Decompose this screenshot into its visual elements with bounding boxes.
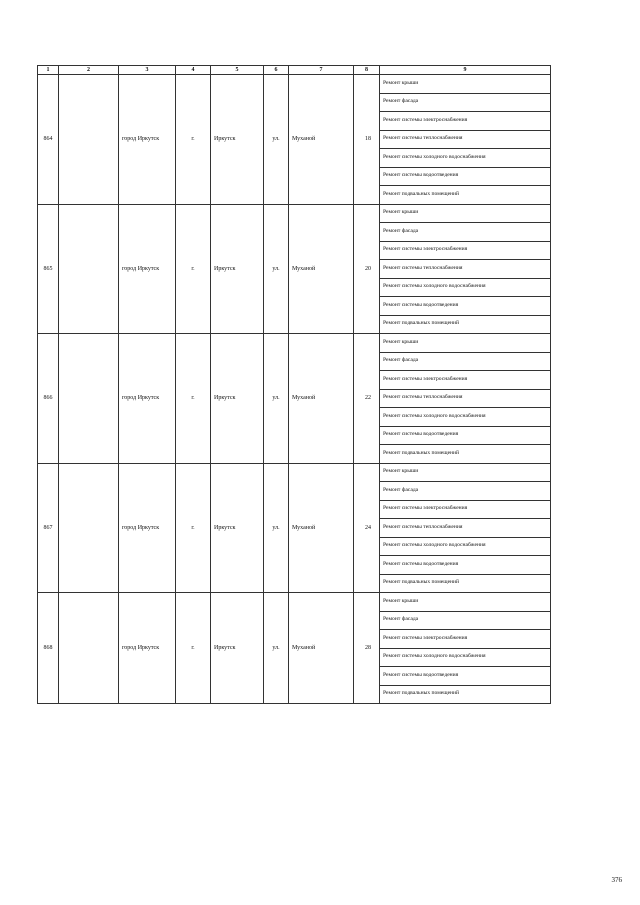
cell-settlement: город Иркутск bbox=[119, 334, 176, 464]
cell-work-type: Ремонт системы водоотведения bbox=[380, 167, 551, 186]
cell-house-number: 28 bbox=[354, 593, 380, 704]
cell-work-type: Ремонт подвальных помещений bbox=[380, 445, 551, 464]
cell-work-type: Ремонт системы холодного водоснабжения bbox=[380, 278, 551, 297]
cell-city-type: г. bbox=[176, 75, 211, 205]
cell-number: 865 bbox=[38, 204, 59, 334]
cell-street: Муханой bbox=[289, 593, 354, 704]
repair-register-table bbox=[37, 65, 551, 704]
cell-empty bbox=[59, 75, 119, 205]
header-col-4: 4 bbox=[176, 66, 211, 75]
cell-work-type: Ремонт системы холодного водоснабжения bbox=[380, 149, 551, 168]
cell-work-type: Ремонт системы холодного водоснабжения bbox=[380, 648, 551, 667]
cell-number: 868 bbox=[38, 593, 59, 704]
cell-street-type: ул. bbox=[264, 593, 289, 704]
cell-work-type: Ремонт системы электроснабжения bbox=[380, 630, 551, 649]
header-col-3: 3 bbox=[119, 66, 176, 75]
cell-city: Иркутск bbox=[211, 75, 264, 205]
cell-city: Иркутск bbox=[211, 463, 264, 593]
cell-empty bbox=[59, 593, 119, 704]
cell-work-type: Ремонт системы электроснабжения bbox=[380, 112, 551, 131]
cell-work-type: Ремонт крыши bbox=[380, 204, 551, 223]
cell-street-type: ул. bbox=[264, 75, 289, 205]
cell-street-type: ул. bbox=[264, 204, 289, 334]
cell-work-type: Ремонт системы водоотведения bbox=[380, 556, 551, 575]
table-row bbox=[38, 204, 551, 223]
cell-work-type: Ремонт системы холодного водоснабжения bbox=[380, 537, 551, 556]
page-number: 376 bbox=[611, 876, 622, 884]
header-col-8: 8 bbox=[354, 66, 380, 75]
table-row bbox=[38, 593, 551, 612]
cell-work-type: Ремонт фасада bbox=[380, 482, 551, 501]
cell-city-type: г. bbox=[176, 593, 211, 704]
cell-work-type: Ремонт крыши bbox=[380, 463, 551, 482]
cell-work-type: Ремонт системы электроснабжения bbox=[380, 241, 551, 260]
cell-work-type: Ремонт системы электроснабжения bbox=[380, 371, 551, 390]
cell-settlement: город Иркутск bbox=[119, 593, 176, 704]
cell-number: 867 bbox=[38, 463, 59, 593]
cell-city: Иркутск bbox=[211, 334, 264, 464]
header-col-9: 9 bbox=[380, 66, 551, 75]
header-col-6: 6 bbox=[264, 66, 289, 75]
cell-work-type: Ремонт системы теплоснабжения bbox=[380, 260, 551, 279]
cell-street-type: ул. bbox=[264, 463, 289, 593]
cell-work-type: Ремонт крыши bbox=[380, 334, 551, 353]
cell-empty bbox=[59, 334, 119, 464]
cell-settlement: город Иркутск bbox=[119, 75, 176, 205]
cell-settlement: город Иркутск bbox=[119, 463, 176, 593]
cell-work-type: Ремонт подвальных помещений bbox=[380, 574, 551, 593]
cell-work-type: Ремонт подвальных помещений bbox=[380, 685, 551, 704]
cell-work-type: Ремонт системы холодного водоснабжения bbox=[380, 408, 551, 427]
table-row bbox=[38, 75, 551, 94]
cell-work-type: Ремонт подвальных помещений bbox=[380, 315, 551, 334]
cell-house-number: 22 bbox=[354, 334, 380, 464]
cell-number: 866 bbox=[38, 334, 59, 464]
cell-street: Муханой bbox=[289, 463, 354, 593]
cell-city: Иркутск bbox=[211, 204, 264, 334]
cell-work-type: Ремонт системы теплоснабжения bbox=[380, 389, 551, 408]
cell-work-type: Ремонт системы водоотведения bbox=[380, 426, 551, 445]
table-header bbox=[38, 66, 551, 75]
cell-city-type: г. bbox=[176, 463, 211, 593]
header-col-2: 2 bbox=[59, 66, 119, 75]
cell-work-type: Ремонт фасада bbox=[380, 223, 551, 242]
table-row bbox=[38, 334, 551, 353]
cell-work-type: Ремонт крыши bbox=[380, 75, 551, 94]
cell-empty bbox=[59, 463, 119, 593]
cell-work-type: Ремонт фасада bbox=[380, 93, 551, 112]
cell-work-type: Ремонт фасада bbox=[380, 611, 551, 630]
header-col-7: 7 bbox=[289, 66, 354, 75]
cell-work-type: Ремонт системы водоотведения bbox=[380, 297, 551, 316]
cell-street: Муханой bbox=[289, 334, 354, 464]
header-row bbox=[38, 66, 551, 75]
cell-house-number: 18 bbox=[354, 75, 380, 205]
table-row bbox=[38, 463, 551, 482]
cell-city-type: г. bbox=[176, 204, 211, 334]
cell-work-type: Ремонт крыши bbox=[380, 593, 551, 612]
header-col-1: 1 bbox=[38, 66, 59, 75]
cell-work-type: Ремонт подвальных помещений bbox=[380, 186, 551, 205]
cell-street: Муханой bbox=[289, 75, 354, 205]
cell-work-type: Ремонт системы электроснабжения bbox=[380, 500, 551, 519]
cell-street: Муханой bbox=[289, 204, 354, 334]
cell-number: 864 bbox=[38, 75, 59, 205]
cell-settlement: город Иркутск bbox=[119, 204, 176, 334]
table-body bbox=[38, 75, 551, 704]
header-col-5: 5 bbox=[211, 66, 264, 75]
cell-empty bbox=[59, 204, 119, 334]
cell-city: Иркутск bbox=[211, 593, 264, 704]
cell-city-type: г. bbox=[176, 334, 211, 464]
cell-house-number: 24 bbox=[354, 463, 380, 593]
cell-work-type: Ремонт фасада bbox=[380, 352, 551, 371]
cell-house-number: 20 bbox=[354, 204, 380, 334]
cell-work-type: Ремонт системы водоотведения bbox=[380, 667, 551, 686]
cell-work-type: Ремонт системы теплоснабжения bbox=[380, 130, 551, 149]
cell-street-type: ул. bbox=[264, 334, 289, 464]
cell-work-type: Ремонт системы теплоснабжения bbox=[380, 519, 551, 538]
